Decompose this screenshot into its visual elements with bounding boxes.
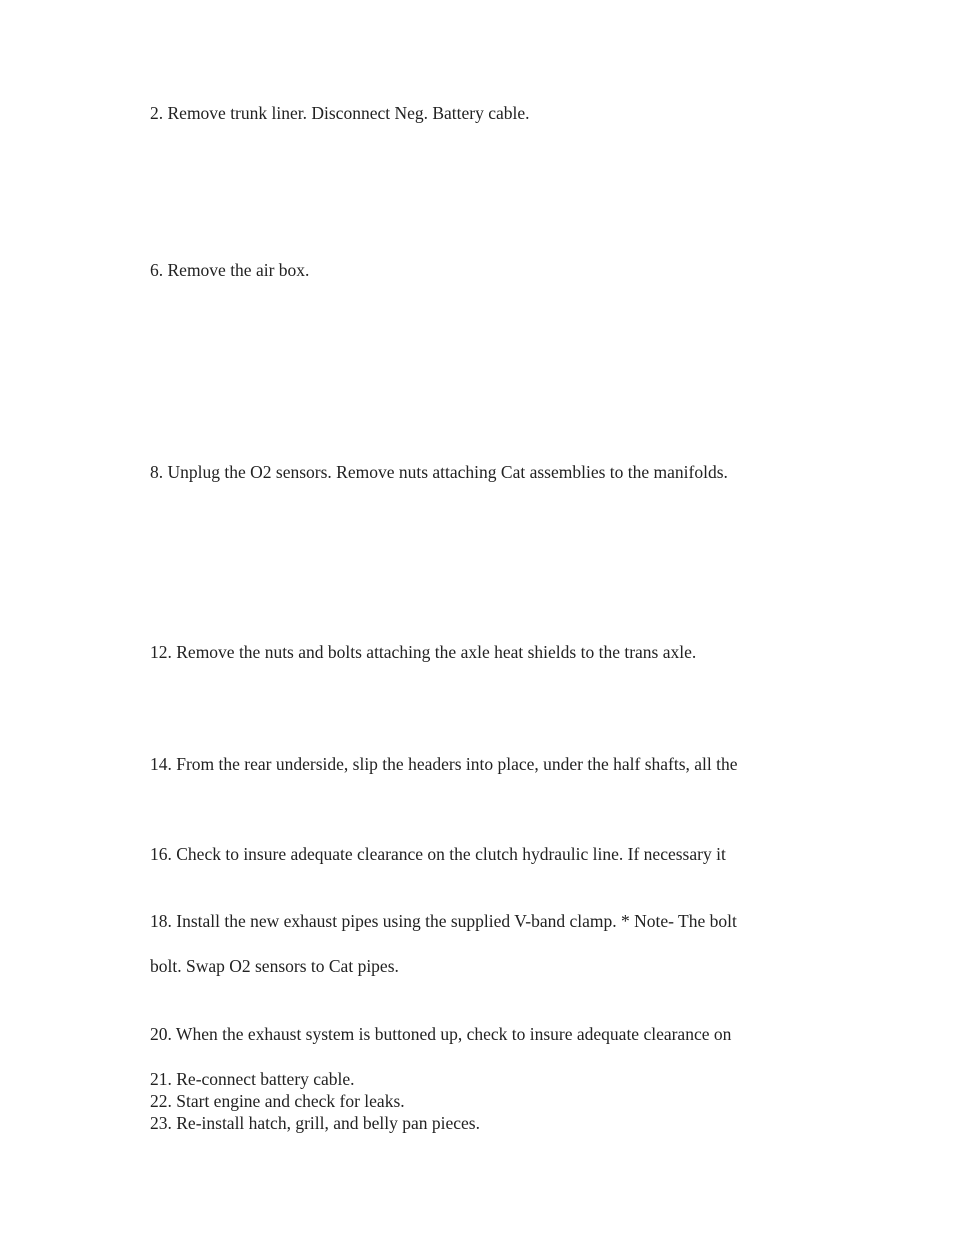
step-8-text: 8. Unplug the O2 sensors. Remove nuts attaching Cat assemblies to the manifolds.: [150, 462, 728, 482]
step-23-text: 23. Re-install hatch, grill, and belly pan pieces.: [150, 1113, 480, 1133]
step-21-text: 21. Re-connect battery cable.: [150, 1069, 355, 1089]
step-14-text: 14. From the rear underside, slip the headers into place, under the half shafts, all the: [150, 754, 738, 774]
step-6-text: 6. Remove the air box.: [150, 260, 310, 280]
step-2-text: 2. Remove trunk liner. Disconnect Neg. Battery cable.: [150, 103, 530, 123]
step-18-continuation-text: bolt. Swap O2 sensors to Cat pipes.: [150, 956, 399, 976]
step-18-text: 18. Install the new exhaust pipes using the supplied V-band clamp. * Note- The bolt: [150, 911, 737, 931]
step-12-text: 12. Remove the nuts and bolts attaching the axle heat shields to the trans axle.: [150, 642, 697, 662]
step-22-text: 22. Start engine and check for leaks.: [150, 1091, 405, 1111]
step-20-text: 20. When the exhaust system is buttoned up, check to insure adequate clearance on: [150, 1024, 732, 1044]
step-16-text: 16. Check to insure adequate clearance on the clutch hydraulic line. If necessary it: [150, 844, 726, 864]
